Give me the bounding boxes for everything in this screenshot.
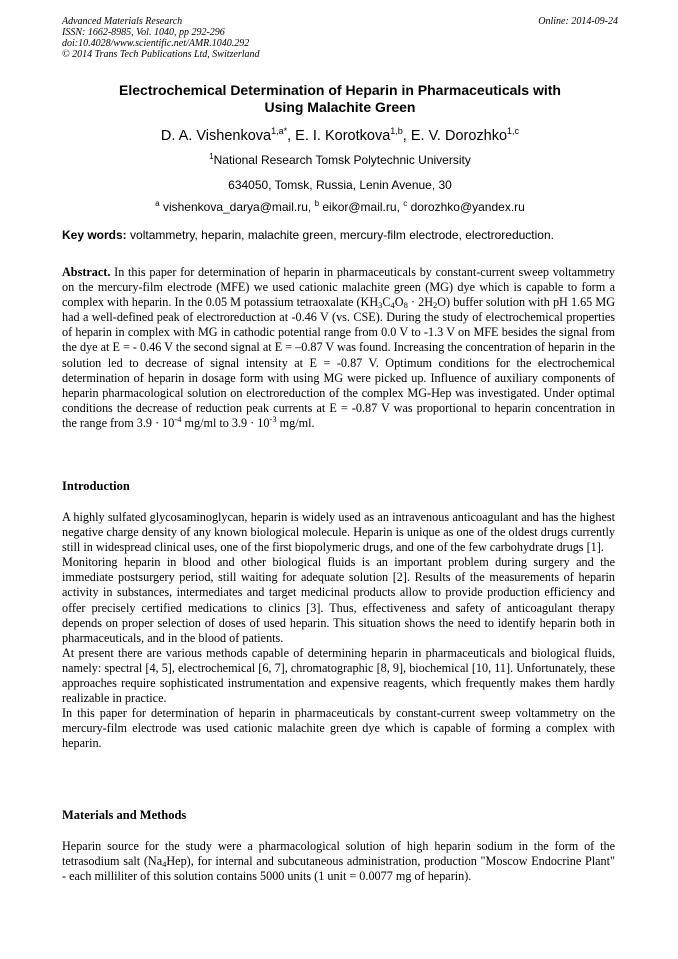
abstract-paragraph bbox=[62, 265, 615, 431]
author-superscript: 1,c bbox=[507, 126, 520, 136]
paper-title-line-2: Using Malachite Green bbox=[264, 99, 416, 115]
abstract-label: Abstract. bbox=[62, 265, 111, 279]
section-heading-methods: Materials and Methods bbox=[62, 808, 187, 822]
introduction-paragraph: A highly sulfated glycosaminoglycan, heparin is widely used as an intravenous anticoagulant and has the highest negative charge density of any known biological molecule. Heparin is unique as one of the oldest drugs currently still in widespread clinical uses, one of the first biopolymeric drugs, and one of the few carbohydrate drugs [1]. bbox=[62, 510, 615, 555]
affiliation-institution bbox=[62, 153, 618, 167]
author-separator: , bbox=[402, 128, 411, 144]
author-name: E. V. Dorozhko bbox=[410, 128, 508, 144]
keywords-label: Key words: bbox=[62, 228, 127, 242]
abstract-text: C bbox=[382, 295, 391, 310]
introduction-paragraph: In this paper for determination of heparin in pharmaceuticals by constant-current sweep voltammetry on the mercury-film electrode was used cationic malachite green dye which is capable of forming a complex with heparin. bbox=[62, 706, 615, 751]
abstract-text: · 2H bbox=[407, 295, 433, 310]
journal-copyright: © 2014 Trans Tech Publications Ltd, Switzerland bbox=[62, 49, 260, 60]
affiliation-emails bbox=[62, 200, 618, 214]
section-heading-introduction: Introduction bbox=[62, 479, 130, 493]
author-name: E. I. Korotkova bbox=[295, 128, 391, 144]
journal-header bbox=[62, 16, 618, 60]
author-superscript: 1,a* bbox=[271, 126, 288, 136]
affiliation-superscript: 1 bbox=[209, 152, 214, 161]
abstract-subscript: 2 bbox=[433, 300, 438, 311]
abstract-text: mg/ml. bbox=[276, 415, 315, 430]
email-separator: , bbox=[307, 200, 315, 214]
email-superscript: c bbox=[403, 199, 408, 208]
affiliation-address: 634050, Tomsk, Russia, Lenin Avenue, 30 bbox=[228, 178, 452, 192]
journal-doi: doi:10.4028/www.scientific.net/AMR.1040.292 bbox=[62, 38, 250, 49]
abstract bbox=[62, 265, 615, 431]
abstract-text: In this paper for determination of heparin in pharmaceuticals by constant-current sweep voltammetry on the mercury-film electrode (MFE) we used cationic malachite green (MG) dye which is capable to form a complex with heparin. In the 0.05 M potassium tetraoxalate (KH bbox=[62, 265, 615, 310]
abstract-text: O bbox=[394, 295, 404, 310]
methods-text: Hep), for internal and subcutaneous administration, production "Moscow Endocrine Plant" - each milliliter of this solution contains 5000 units (1 unit = 0.0077 mg of heparin). bbox=[62, 854, 615, 884]
abstract-subscript: 3 bbox=[378, 300, 383, 311]
introduction-paragraph: Monitoring heparin in blood and other biological fluids is an important problem during surgery and the immediate postsurgery period, still waiting for adequate solution [2]. Results of the measurements of heparin activity in substances, intermediates and target medicinal products allow to provide production efficiency and offer precisely certified medications to clinics [3]. Thus, effectiveness and safety of anticoagulant therapy depends on proper selection of doses of used heparin. This situation shows the need to identify heparin both in pharmaceuticals, and in the blood of patients. bbox=[62, 555, 615, 645]
abstract-text: O) buffer solution with pH 1.65 MG had a well-defined peak of electroreduction at -0.46 V (vs. CSE). During the study of electrochemical properties of heparin in complex with MG in cathodic potential range from 0.0 V to -1.3 V on MFE besides the signal from the dye at E = - 0.46 V the second signal at E = –0.87 V was found. Increasing the concentration of heparin in the solution led to decrease of signal intensity at E = -0.87 V. Optimum conditions for the electrochemical determination of heparin in dosage form with using MG were picked up. Influence of auxiliary components of heparin pharmacological solution on electroreduction of the complex MG-Hep was investigated. Under optimal conditions the decrease of reduction peak currents at E = -0.87 V was proportional to heparin concentration in the range from 3.9 · 10 bbox=[62, 295, 615, 430]
email-separator: , bbox=[396, 200, 404, 214]
paper-title bbox=[62, 82, 618, 116]
email-address: vishenkova_darya@mail.ru bbox=[162, 200, 308, 214]
methods-body bbox=[62, 839, 615, 884]
keywords-text: voltammetry, heparin, malachite green, mercury-film electrode, electroreduction. bbox=[126, 228, 554, 242]
journal-name: Advanced Materials Research bbox=[62, 16, 183, 27]
author-superscript: 1,b bbox=[390, 126, 403, 136]
abstract-exponent: -4 bbox=[174, 413, 182, 424]
online-date: Online: 2014-09-24 bbox=[538, 16, 618, 27]
methods-text: Heparin source for the study were a pharmacological solution of high heparin sodium in the form of the tetrasodium salt (Na bbox=[62, 839, 615, 869]
email-superscript: b bbox=[314, 199, 320, 208]
methods-paragraph bbox=[62, 839, 615, 884]
journal-issn: ISSN: 1662-8985, Vol. 1040, pp 292-296 bbox=[62, 27, 225, 38]
author-separator: , bbox=[287, 128, 296, 144]
introduction-paragraph: At present there are various methods capable of determining heparin in pharmaceuticals and biological fluids, namely: spectral [4, 5], electrochemical [6, 7], chromatographic [8, 9], biochemical [10, 11]. Unfortunately, these approaches require sophisticated instrumentation and expensive reagents, which frequently makes them hardly realizable in practice. bbox=[62, 645, 615, 706]
abstract-subscript: 8 bbox=[403, 300, 408, 311]
abstract-exponent: -3 bbox=[269, 413, 277, 424]
introduction-body bbox=[62, 510, 615, 752]
author-list bbox=[62, 127, 618, 145]
abstract-text: mg/ml to 3.9 · 10 bbox=[181, 415, 270, 430]
abstract-subscript: 4 bbox=[390, 300, 395, 311]
institution-name: National Research Tomsk Polytechnic University bbox=[213, 153, 471, 167]
email-superscript: a bbox=[155, 199, 160, 208]
keywords bbox=[62, 228, 618, 242]
paper-title-line-1: Electrochemical Determination of Heparin in Pharmaceuticals with bbox=[119, 82, 561, 98]
author-name: D. A. Vishenkova bbox=[160, 128, 272, 144]
email-address: eikor@mail.ru bbox=[322, 200, 397, 214]
email-address: dorozhko@yandex.ru bbox=[410, 200, 525, 214]
methods-subscript: 4 bbox=[162, 859, 167, 870]
